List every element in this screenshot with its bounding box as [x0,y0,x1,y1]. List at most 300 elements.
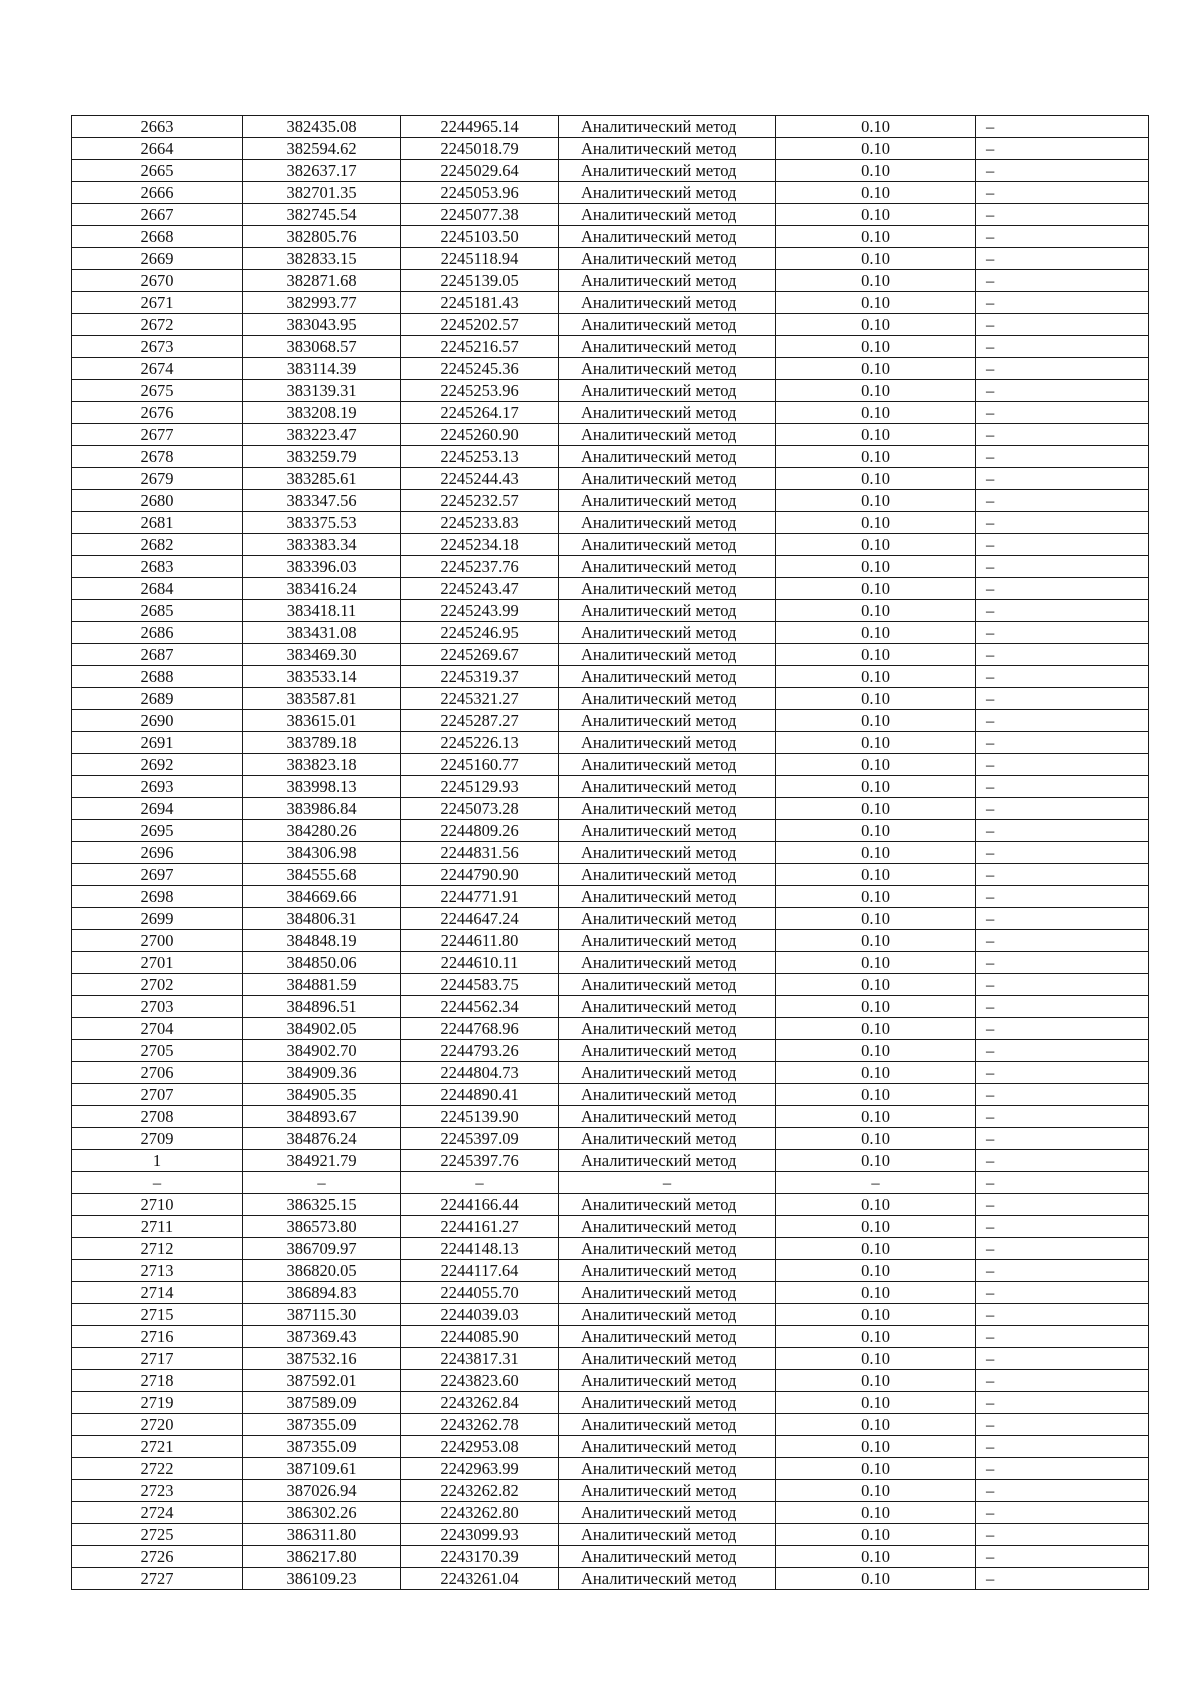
accuracy-cell: 0.10 [776,1414,976,1436]
accuracy-cell: 0.10 [776,1084,976,1106]
accuracy-cell: 0.10 [776,490,976,512]
method-cell: Аналитический метод [559,358,776,380]
description-cell: – [976,1106,1149,1128]
accuracy-cell: 0.10 [776,820,976,842]
accuracy-cell: 0.10 [776,622,976,644]
point-number-cell: 2677 [72,424,243,446]
accuracy-cell: 0.10 [776,1128,976,1150]
table-row [72,578,1149,600]
y-coordinate-cell: 2244647.24 [401,908,559,930]
x-coordinate-cell: 383114.39 [243,358,401,380]
point-number-cell: 2670 [72,270,243,292]
table-row [72,1370,1149,1392]
accuracy-cell: 0.10 [776,600,976,622]
y-coordinate-cell: 2245253.96 [401,380,559,402]
y-coordinate-cell: 2244611.80 [401,930,559,952]
point-number-cell: 2666 [72,182,243,204]
method-cell: Аналитический метод [559,534,776,556]
table-row [72,446,1149,468]
description-cell: – [976,1370,1149,1392]
x-coordinate-cell: 386894.83 [243,1282,401,1304]
y-coordinate-cell: 2245181.43 [401,292,559,314]
x-coordinate-cell: 382745.54 [243,204,401,226]
x-coordinate-cell: 383139.31 [243,380,401,402]
x-coordinate-cell: 383396.03 [243,556,401,578]
point-number-cell: 2726 [72,1546,243,1568]
accuracy-cell: 0.10 [776,578,976,600]
method-cell: Аналитический метод [559,1040,776,1062]
y-coordinate-cell: 2245202.57 [401,314,559,336]
y-coordinate-cell: 2245243.47 [401,578,559,600]
y-coordinate-cell: 2245246.95 [401,622,559,644]
table-row [72,1458,1149,1480]
table-row [72,182,1149,204]
table-row [72,798,1149,820]
table-row [72,1304,1149,1326]
point-number-cell: 2698 [72,886,243,908]
y-coordinate-cell: 2245160.77 [401,754,559,776]
y-coordinate-cell: 2245244.43 [401,468,559,490]
table-row [72,842,1149,864]
point-number-cell: 2707 [72,1084,243,1106]
table-row [72,1326,1149,1348]
point-number-cell: 2720 [72,1414,243,1436]
point-number-cell: 2697 [72,864,243,886]
point-number-cell: 1 [72,1150,243,1172]
table-row [72,270,1149,292]
description-cell: – [976,754,1149,776]
x-coordinate-cell: 383347.56 [243,490,401,512]
method-cell: Аналитический метод [559,512,776,534]
x-coordinate-cell: 384806.31 [243,908,401,930]
method-cell: Аналитический метод [559,1150,776,1172]
accuracy-cell: 0.10 [776,798,976,820]
point-number-cell: 2704 [72,1018,243,1040]
table-row [72,226,1149,248]
accuracy-cell: – [776,1172,976,1194]
y-coordinate-cell: 2245397.76 [401,1150,559,1172]
y-coordinate-cell: 2244148.13 [401,1238,559,1260]
x-coordinate-cell: 383431.08 [243,622,401,644]
description-cell: – [976,1260,1149,1282]
y-coordinate-cell: 2245118.94 [401,248,559,270]
method-cell: Аналитический метод [559,1304,776,1326]
y-coordinate-cell: 2245073.28 [401,798,559,820]
point-number-cell: 2722 [72,1458,243,1480]
x-coordinate-cell: 386325.15 [243,1194,401,1216]
y-coordinate-cell: 2242963.99 [401,1458,559,1480]
description-cell: – [976,798,1149,820]
method-cell: Аналитический метод [559,556,776,578]
table-row [72,1546,1149,1568]
y-coordinate-cell: 2244965.14 [401,116,559,138]
x-coordinate-cell: 383587.81 [243,688,401,710]
table-row [72,1084,1149,1106]
description-cell: – [976,1172,1149,1194]
point-number-cell: 2714 [72,1282,243,1304]
x-coordinate-cell: 384555.68 [243,864,401,886]
method-cell: Аналитический метод [559,1436,776,1458]
point-number-cell: 2667 [72,204,243,226]
description-cell: – [976,996,1149,1018]
x-coordinate-cell: 387592.01 [243,1370,401,1392]
method-cell: Аналитический метод [559,820,776,842]
description-cell: – [976,182,1149,204]
accuracy-cell: 0.10 [776,952,976,974]
point-number-cell: 2718 [72,1370,243,1392]
description-cell: – [976,468,1149,490]
accuracy-cell: 0.10 [776,1194,976,1216]
table-row [72,490,1149,512]
description-cell: – [976,1458,1149,1480]
description-cell: – [976,1238,1149,1260]
description-cell: – [976,1480,1149,1502]
accuracy-cell: 0.10 [776,292,976,314]
y-coordinate-cell: 2245287.27 [401,710,559,732]
y-coordinate-cell: 2245319.37 [401,666,559,688]
description-cell: – [976,1084,1149,1106]
table-row [72,314,1149,336]
table-row [72,424,1149,446]
y-coordinate-cell: 2244117.64 [401,1260,559,1282]
x-coordinate-cell: 383823.18 [243,754,401,776]
accuracy-cell: 0.10 [776,864,976,886]
point-number-cell: 2678 [72,446,243,468]
accuracy-cell: 0.10 [776,886,976,908]
y-coordinate-cell: 2245139.90 [401,1106,559,1128]
x-coordinate-cell: 384876.24 [243,1128,401,1150]
y-coordinate-cell: 2245269.67 [401,644,559,666]
y-coordinate-cell: 2245232.57 [401,490,559,512]
x-coordinate-cell: 384669.66 [243,886,401,908]
point-number-cell: 2709 [72,1128,243,1150]
table-row [72,820,1149,842]
x-coordinate-cell: 386573.80 [243,1216,401,1238]
x-coordinate-cell: 387109.61 [243,1458,401,1480]
accuracy-cell: 0.10 [776,1370,976,1392]
point-number-cell: 2673 [72,336,243,358]
table-row [72,732,1149,754]
x-coordinate-cell: 384902.70 [243,1040,401,1062]
accuracy-cell: 0.10 [776,842,976,864]
method-cell: Аналитический метод [559,1524,776,1546]
method-cell: Аналитический метод [559,336,776,358]
description-cell: – [976,314,1149,336]
method-cell: Аналитический метод [559,688,776,710]
x-coordinate-cell: 387589.09 [243,1392,401,1414]
x-coordinate-cell: 383533.14 [243,666,401,688]
y-coordinate-cell: 2243262.82 [401,1480,559,1502]
method-cell: Аналитический метод [559,644,776,666]
accuracy-cell: 0.10 [776,1392,976,1414]
description-cell: – [976,1414,1149,1436]
accuracy-cell: 0.10 [776,1546,976,1568]
y-coordinate-cell: 2245245.36 [401,358,559,380]
description-cell: – [976,512,1149,534]
method-cell: Аналитический метод [559,1458,776,1480]
x-coordinate-cell: – [243,1172,401,1194]
description-cell: – [976,248,1149,270]
accuracy-cell: 0.10 [776,996,976,1018]
point-number-cell: 2691 [72,732,243,754]
table-row [72,1150,1149,1172]
y-coordinate-cell: 2245253.13 [401,446,559,468]
method-cell: Аналитический метод [559,1260,776,1282]
description-cell: – [976,622,1149,644]
point-number-cell: 2711 [72,1216,243,1238]
x-coordinate-cell: 382637.17 [243,160,401,182]
x-coordinate-cell: 383469.30 [243,644,401,666]
description-cell: – [976,974,1149,996]
table-row [72,1392,1149,1414]
description-cell: – [976,886,1149,908]
accuracy-cell: 0.10 [776,1150,976,1172]
table-row [72,1282,1149,1304]
method-cell: Аналитический метод [559,952,776,974]
accuracy-cell: 0.10 [776,1502,976,1524]
x-coordinate-cell: 383068.57 [243,336,401,358]
accuracy-cell: 0.10 [776,446,976,468]
method-cell: Аналитический метод [559,292,776,314]
method-cell: Аналитический метод [559,996,776,1018]
x-coordinate-cell: 382435.08 [243,116,401,138]
table-row [72,1414,1149,1436]
x-coordinate-cell: 384893.67 [243,1106,401,1128]
description-cell: – [976,1216,1149,1238]
y-coordinate-cell: 2243261.04 [401,1568,559,1590]
description-cell: – [976,666,1149,688]
y-coordinate-cell: 2245103.50 [401,226,559,248]
accuracy-cell: 0.10 [776,468,976,490]
method-cell: Аналитический метод [559,1568,776,1590]
description-cell: – [976,380,1149,402]
table-row [72,1348,1149,1370]
x-coordinate-cell: 386820.05 [243,1260,401,1282]
point-number-cell: 2684 [72,578,243,600]
point-number-cell: 2721 [72,1436,243,1458]
method-cell: Аналитический метод [559,1348,776,1370]
y-coordinate-cell: 2245053.96 [401,182,559,204]
table-row [72,204,1149,226]
point-number-cell: 2676 [72,402,243,424]
x-coordinate-cell: 384881.59 [243,974,401,996]
description-cell: – [976,204,1149,226]
method-cell: Аналитический метод [559,402,776,424]
y-coordinate-cell: 2244583.75 [401,974,559,996]
description-cell: – [976,1502,1149,1524]
point-number-cell: 2705 [72,1040,243,1062]
x-coordinate-cell: 386217.80 [243,1546,401,1568]
x-coordinate-cell: 382833.15 [243,248,401,270]
x-coordinate-cell: 383223.47 [243,424,401,446]
accuracy-cell: 0.10 [776,710,976,732]
x-coordinate-cell: 383043.95 [243,314,401,336]
method-cell: Аналитический метод [559,1282,776,1304]
method-cell: Аналитический метод [559,1546,776,1568]
table-row [72,776,1149,798]
point-number-cell: 2703 [72,996,243,1018]
point-number-cell: 2689 [72,688,243,710]
description-cell: – [976,556,1149,578]
accuracy-cell: 0.10 [776,1106,976,1128]
accuracy-cell: 0.10 [776,1238,976,1260]
description-cell: – [976,820,1149,842]
point-number-cell: 2696 [72,842,243,864]
method-cell: Аналитический метод [559,424,776,446]
x-coordinate-cell: 382805.76 [243,226,401,248]
method-cell: Аналитический метод [559,1238,776,1260]
description-cell: – [976,292,1149,314]
point-number-cell: 2715 [72,1304,243,1326]
point-number-cell: 2700 [72,930,243,952]
y-coordinate-cell: 2245233.83 [401,512,559,534]
x-coordinate-cell: 384902.05 [243,1018,401,1040]
x-coordinate-cell: 383208.19 [243,402,401,424]
y-coordinate-cell: 2244809.26 [401,820,559,842]
table-row [72,666,1149,688]
description-cell: – [976,336,1149,358]
method-cell: Аналитический метод [559,622,776,644]
description-cell: – [976,842,1149,864]
accuracy-cell: 0.10 [776,1568,976,1590]
description-cell: – [976,1568,1149,1590]
table-row [72,358,1149,380]
x-coordinate-cell: 382701.35 [243,182,401,204]
method-cell: Аналитический метод [559,160,776,182]
method-cell: Аналитический метод [559,1128,776,1150]
method-cell: Аналитический метод [559,1018,776,1040]
y-coordinate-cell: 2243262.80 [401,1502,559,1524]
point-number-cell: 2686 [72,622,243,644]
description-cell: – [976,1282,1149,1304]
point-number-cell: 2717 [72,1348,243,1370]
table-row [72,512,1149,534]
y-coordinate-cell: 2245226.13 [401,732,559,754]
x-coordinate-cell: 387355.09 [243,1414,401,1436]
table-row [72,1216,1149,1238]
y-coordinate-cell: 2245264.17 [401,402,559,424]
point-number-cell: 2690 [72,710,243,732]
x-coordinate-cell: 383615.01 [243,710,401,732]
x-coordinate-cell: 386709.97 [243,1238,401,1260]
accuracy-cell: 0.10 [776,402,976,424]
method-cell: Аналитический метод [559,446,776,468]
table-row [72,534,1149,556]
point-number-cell: 2695 [72,820,243,842]
description-cell: – [976,1546,1149,1568]
method-cell: Аналитический метод [559,248,776,270]
point-number-cell: 2719 [72,1392,243,1414]
x-coordinate-cell: 387115.30 [243,1304,401,1326]
y-coordinate-cell: 2243817.31 [401,1348,559,1370]
description-cell: – [976,116,1149,138]
description-cell: – [976,732,1149,754]
point-number-cell: 2685 [72,600,243,622]
point-number-cell: 2672 [72,314,243,336]
table-row [72,556,1149,578]
table-row [72,1436,1149,1458]
accuracy-cell: 0.10 [776,1436,976,1458]
x-coordinate-cell: 383986.84 [243,798,401,820]
table-row [72,1194,1149,1216]
accuracy-cell: 0.10 [776,116,976,138]
accuracy-cell: 0.10 [776,534,976,556]
description-cell: – [976,1436,1149,1458]
accuracy-cell: 0.10 [776,314,976,336]
y-coordinate-cell: 2244890.41 [401,1084,559,1106]
x-coordinate-cell: 386302.26 [243,1502,401,1524]
x-coordinate-cell: 383259.79 [243,446,401,468]
y-coordinate-cell: 2244085.90 [401,1326,559,1348]
y-coordinate-cell: 2245216.57 [401,336,559,358]
description-cell: – [976,424,1149,446]
y-coordinate-cell: 2243262.78 [401,1414,559,1436]
y-coordinate-cell: 2244771.91 [401,886,559,908]
x-coordinate-cell: 386109.23 [243,1568,401,1590]
x-coordinate-cell: 382993.77 [243,292,401,314]
point-number-cell: 2680 [72,490,243,512]
method-cell: Аналитический метод [559,270,776,292]
method-cell: Аналитический метод [559,1062,776,1084]
accuracy-cell: 0.10 [776,556,976,578]
point-number-cell: 2668 [72,226,243,248]
y-coordinate-cell: 2245260.90 [401,424,559,446]
method-cell: Аналитический метод [559,578,776,600]
point-number-cell: 2669 [72,248,243,270]
table-row [72,1172,1149,1194]
description-cell: – [976,358,1149,380]
x-coordinate-cell: 387369.43 [243,1326,401,1348]
y-coordinate-cell: 2244610.11 [401,952,559,974]
description-cell: – [976,952,1149,974]
table-row [72,996,1149,1018]
accuracy-cell: 0.10 [776,160,976,182]
y-coordinate-cell: 2244793.26 [401,1040,559,1062]
x-coordinate-cell: 383998.13 [243,776,401,798]
table-row [72,160,1149,182]
accuracy-cell: 0.10 [776,644,976,666]
y-coordinate-cell: 2245139.05 [401,270,559,292]
x-coordinate-cell: 387026.94 [243,1480,401,1502]
table-row [72,622,1149,644]
accuracy-cell: 0.10 [776,1348,976,1370]
accuracy-cell: 0.10 [776,776,976,798]
method-cell: Аналитический метод [559,600,776,622]
y-coordinate-cell: 2243170.39 [401,1546,559,1568]
x-coordinate-cell: 387355.09 [243,1436,401,1458]
point-number-cell: 2683 [72,556,243,578]
accuracy-cell: 0.10 [776,666,976,688]
method-cell: Аналитический метод [559,1414,776,1436]
point-number-cell: 2688 [72,666,243,688]
table-row [72,138,1149,160]
method-cell: Аналитический метод [559,842,776,864]
description-cell: – [976,644,1149,666]
method-cell: Аналитический метод [559,1370,776,1392]
y-coordinate-cell: 2244166.44 [401,1194,559,1216]
accuracy-cell: 0.10 [776,336,976,358]
method-cell: Аналитический метод [559,204,776,226]
y-coordinate-cell: 2243823.60 [401,1370,559,1392]
y-coordinate-cell: 2245077.38 [401,204,559,226]
accuracy-cell: 0.10 [776,358,976,380]
x-coordinate-cell: 383383.34 [243,534,401,556]
method-cell: Аналитический метод [559,1194,776,1216]
table-row [72,116,1149,138]
description-cell: – [976,1304,1149,1326]
accuracy-cell: 0.10 [776,380,976,402]
y-coordinate-cell: 2244039.03 [401,1304,559,1326]
